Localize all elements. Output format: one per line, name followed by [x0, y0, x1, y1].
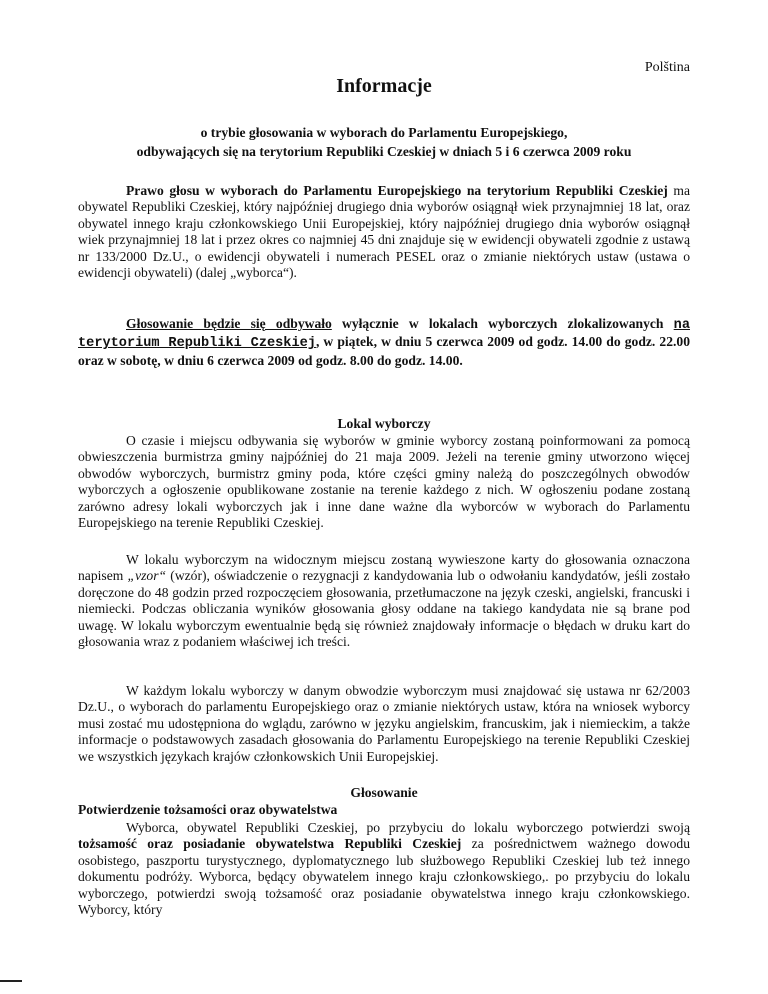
subtitle: [78, 123, 690, 161]
identity-bold: tożsamość oraz posiadanie obywatelstwa Republiki Czeskiej: [78, 836, 462, 852]
heading-voting: Głosowanie: [350, 785, 418, 800]
paragraph-polling-station: O czasie i miejscu odbywania się wyborów w gminie wyborcy zostaną poinformowani za pomocą obwieszczenia burmistrza gminy najpóźniej do 21 maja 2009. Jeżeli na terenie gminy utworzono więcej obwodów wyborczych, burmistrz gminy poda, które części gminy należą do poszczególnych obwodów wyborczych a ogłoszenie opublikowane zostanie na terenie każdego z nich. W ogłoszeniu podane zostaną zarówno adresy lokali wyborczych jak i inne dane ważne dla wyborców w wyborach do Parlamentu Europejskiego na terenie Republiki Czeskiej.: [78, 433, 690, 531]
identity-text-a: Wyborca, obywatel Republiki Czeskiej, po przybyciu do lokalu wyborczego potwierdzi swoją: [126, 820, 690, 835]
paragraph-law: W każdym lokalu wyborczy w danym obwodzie wyborczym musi znajdować się ustawa nr 62/2003 Dz.U., o wyborach do parlamentu Europejskiego oraz o zmianie niektórych ustaw, która na wniosek wyborcy musi zostać mu udostępniona do wglądu, zarówno w języku angielskim, francuskim, jak i niemieckim, a także informacje o podstawowych zasadach głosowania do Parlamentu Europejskiego na terenie Republiki Czeskiej we wszystkich językach krajów członkowskich Unii Europejskiej.: [78, 683, 690, 764]
identity-text-b: za pośrednictwem ważnego dowodu osobistego, paszportu turystycznego, dyplomatycznego lub służbowego Republiki Czeskiej lub też innego dokumentu podróży. Wyborca, będący obywatelem innego kraju członkowskiego,. po przybyciu do lokalu wyborczego, potwierdzi swoją tożsamość oraz posiadanie obywatelstwa innego kraju członkowskiego. Wyborcy, który: [78, 836, 690, 918]
language-label: Polština: [644, 60, 690, 75]
ballots-vzor: „vzor“: [127, 568, 167, 584]
voting-time-underlined: Głosowanie będzie się odbywało: [126, 316, 332, 331]
subtitle-line-1: o trybie głosowania w wyborach do Parlamentu Europejskiego,: [200, 125, 568, 140]
paragraph-voting-time: [78, 316, 690, 369]
voting-time-text-a: wyłącznie w lokalach wyborczych zlokalizowanych: [331, 316, 674, 331]
heading-polling-station: Lokal wyborczy: [337, 416, 431, 431]
voting-time-text-b: , w piątek, w dniu 5 czerwca 2009 od godz. 14.00 do godz. 22.00 oraz w sobotę, w dniu 6 czerwca 2009 od godz. 8.00 do godz. 14.00.: [78, 334, 690, 368]
paragraph-identity: [78, 820, 690, 918]
voting-right-bold: Prawo głosu w wyborach do Parlamentu Europejskiego na terytorium Republiki Czeskiej: [126, 183, 668, 198]
paragraph-ballots: [78, 552, 690, 650]
subtitle-line-2: odbywających się na terytorium Republiki Czeskiej w dniach 5 i 6 czerwca 2009 roku: [136, 144, 632, 159]
voting-right-text: ma obywatel Republiki Czeskiej, który najpóźniej drugiego dnia wyborów osiągnął wiek przynajmniej 18 lat, oraz obywatel innego kraju członkowskiego Unii Europejskiej, który najpóźniej drugiego dnia wyborów osiągnął wiek przynajmniej 18 lat i przez okres co najmniej 45 dni znajduje się w ewidencji obywateli zgodnie z ustawą nr 133/2000 Dz.U., o ewidencji obywateli i numerach PESEL oraz o zmianie niektórych ustaw (ustawa o ewidencji obywateli) (dalej „wyborca“).: [78, 183, 690, 281]
ballots-text-b: (wzór), oświadczenie o rezygnacji z kandydowania lub o odwołaniu kandydatów, jeśli zostało doręczone do 48 godzin przed rozpoczęciem głosowania, przetłumaczone na język czeski, angielski, francuski i niemiecki. Podczas obliczania wyników głosowania głosy oddane na takiego kandydata nie są brane pod uwagę. W lokalu wyborczym ewentualnie będą się również znajdowały informacje o błędach w druku kart do głosowania wraz z podaniem właściwej ich treści.: [78, 568, 690, 650]
ballots-text-a: W lokalu wyborczym na widocznym miejscu zostaną wywieszone karty do głosowania oznaczona napisem: [78, 552, 690, 584]
paragraph-voting-right: [78, 183, 690, 281]
scan-edge-mark: [0, 980, 22, 982]
voting-time-territory: na terytorium Republiki Czeskiej: [78, 318, 690, 352]
heading-identity: Potwierdzenie tożsamości oraz obywatelstwa: [78, 802, 338, 817]
page-title: Informacje: [336, 75, 432, 97]
